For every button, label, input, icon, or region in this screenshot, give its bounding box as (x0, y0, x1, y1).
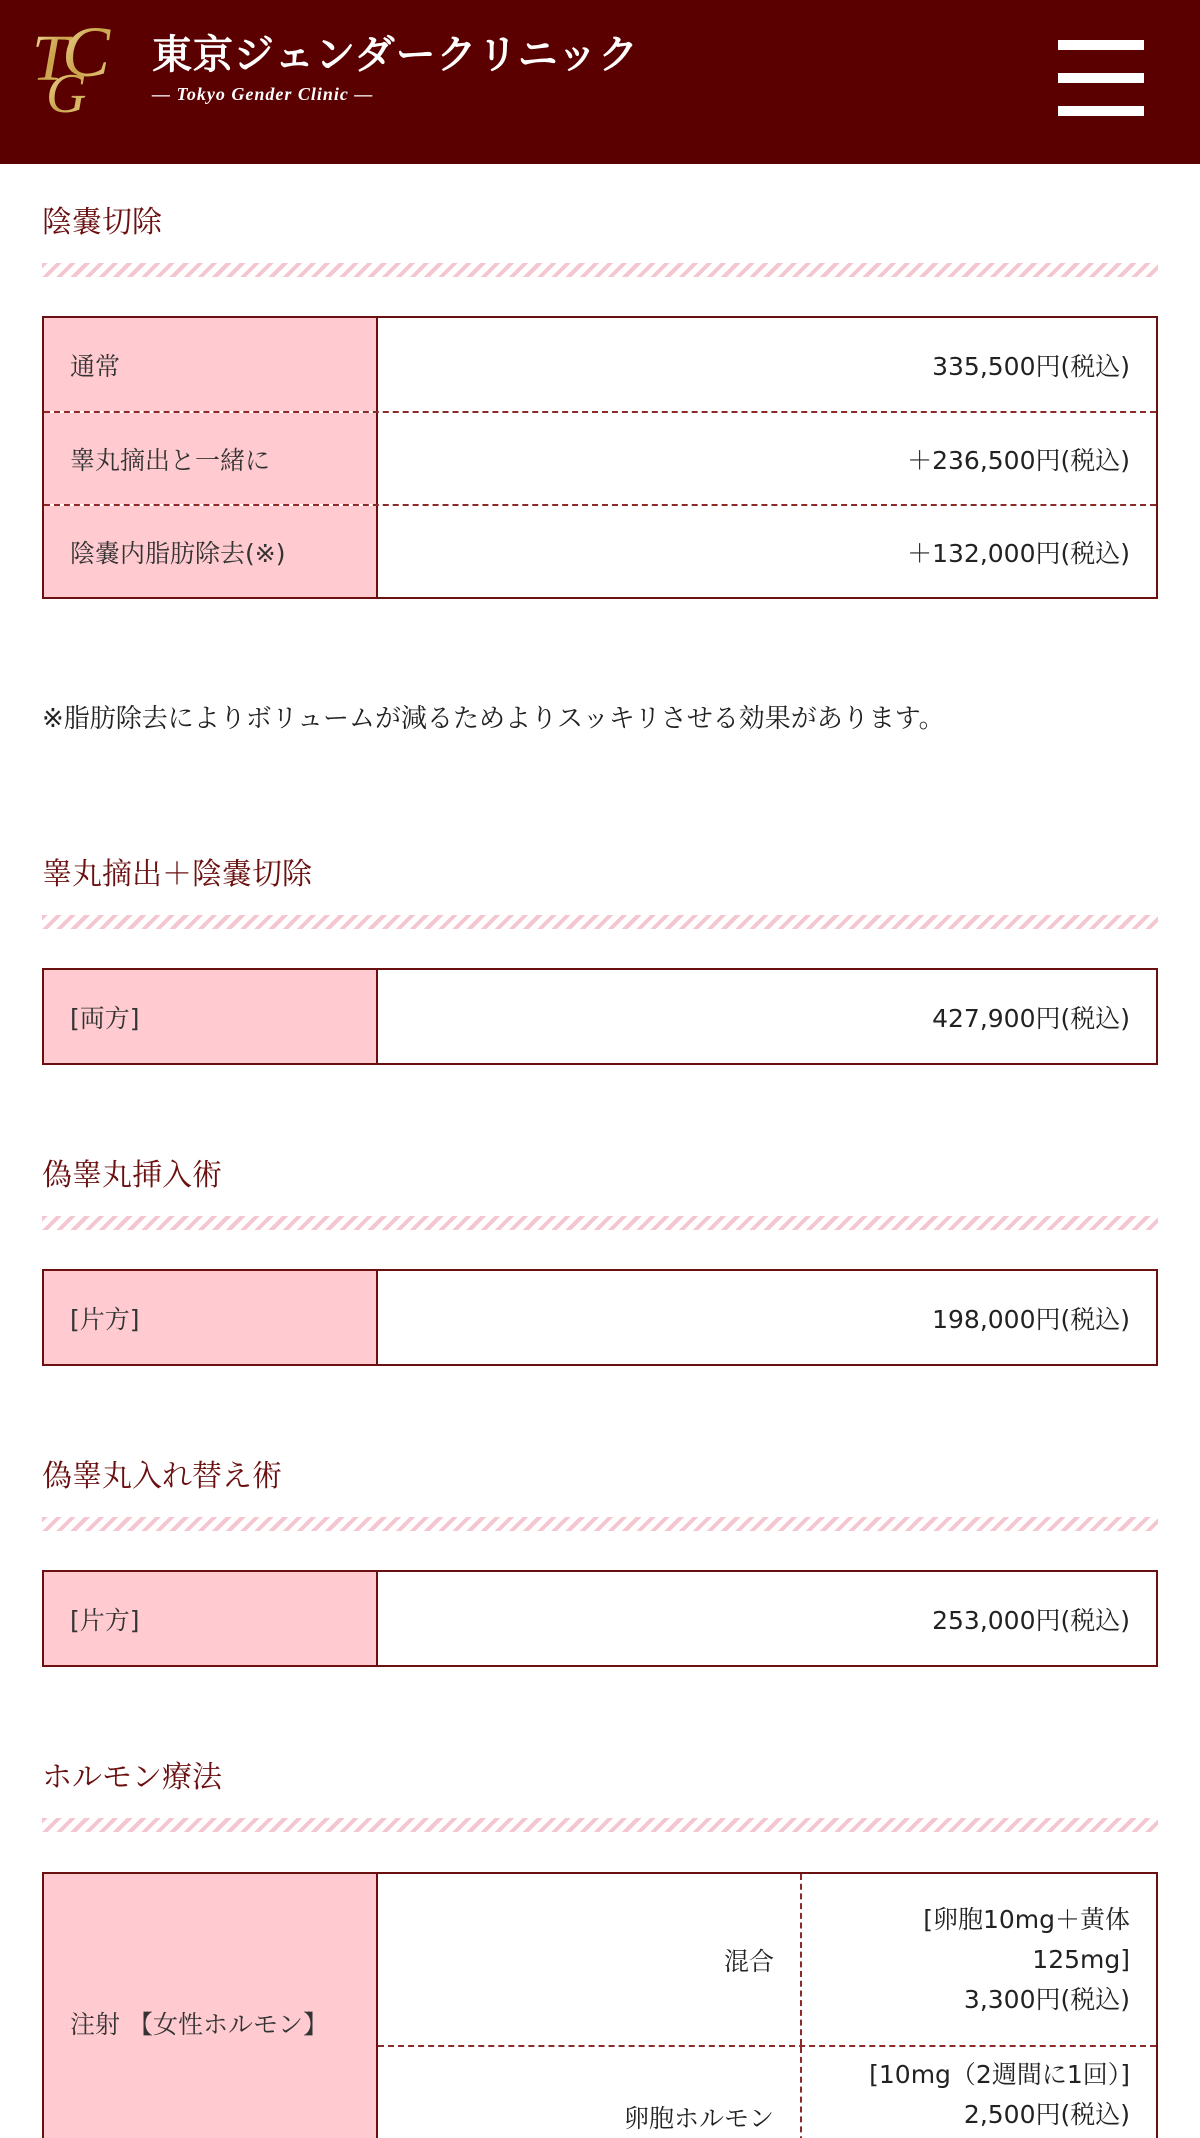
row-label: 睾丸摘出と一緒に (44, 413, 378, 504)
row-price: ＋236,500円(税込) (378, 413, 1156, 504)
section-title: ホルモン療法 (42, 1760, 222, 1795)
row-label: 陰嚢内脂肪除去(※) (44, 506, 378, 597)
hamburger-menu-icon[interactable] (1058, 40, 1144, 116)
table-row (378, 2047, 1156, 2138)
row-price: 335,500円(税込) (378, 318, 1156, 411)
section-title: 睾丸摘出＋陰嚢切除 (42, 857, 312, 892)
price-table (42, 968, 1158, 1065)
row-price: 253,000円(税込) (378, 1572, 1156, 1665)
logo-title: 東京ジェンダークリニック (152, 30, 640, 78)
section-divider (42, 263, 1158, 277)
price-line: 125mg] (1032, 1944, 1130, 1974)
table-row (378, 1874, 1156, 2047)
price-line: 2,500円(税込) (963, 2100, 1130, 2129)
row-label: [片方] (44, 1572, 378, 1665)
table-row (44, 411, 1156, 504)
section-divider (42, 915, 1158, 929)
row-price: 427,900円(税込) (378, 970, 1156, 1063)
hormone-price-table (42, 1872, 1158, 2138)
section-divider (42, 1517, 1158, 1531)
site-header (0, 0, 1200, 164)
row-price: 198,000円(税込) (378, 1271, 1156, 1364)
price-line: [卵胞10mg＋黄体 (923, 1904, 1130, 1934)
table-row (44, 318, 1156, 411)
price-line: [10mg（2週間に1回）] (869, 2060, 1130, 2089)
row-label: 通常 (44, 318, 378, 411)
price-table (42, 1269, 1158, 1366)
price-line: 3,300円(税込) (963, 1984, 1130, 2014)
table-row (44, 970, 1156, 1063)
hormone-price (802, 1874, 1156, 2045)
svg-text:C: C (62, 18, 111, 92)
tgc-monogram-icon (28, 18, 146, 118)
table-row (44, 504, 1156, 597)
section-title: 陰嚢切除 (42, 205, 162, 240)
row-label: [両方] (44, 970, 378, 1063)
clinic-logo[interactable] (28, 18, 639, 118)
hormone-name: 混合 (378, 1874, 802, 2045)
table-row (44, 1271, 1156, 1364)
section-divider (42, 1216, 1158, 1230)
table-row (44, 1572, 1156, 1665)
row-price: ＋132,000円(税込) (378, 506, 1156, 597)
section-title: 偽睾丸挿入術 (42, 1158, 222, 1193)
svg-text:T: T (32, 22, 69, 95)
hormone-price (802, 2047, 1156, 2138)
price-table (42, 1570, 1158, 1667)
hormone-name: 卵胞ホルモン (378, 2047, 802, 2138)
row-label: 注射 【女性ホルモン】 (44, 1874, 378, 2138)
logo-subtitle: — Tokyo Gender Clinic — (152, 83, 374, 104)
footnote: ※脂肪除去によりボリュームが減るためよりスッキリさせる効果があります。 (42, 704, 945, 734)
price-table (42, 316, 1158, 599)
section-divider (42, 1818, 1158, 1832)
svg-text:G: G (46, 63, 87, 118)
row-label: [片方] (44, 1271, 378, 1364)
section-title: 偽睾丸入れ替え術 (42, 1459, 282, 1494)
